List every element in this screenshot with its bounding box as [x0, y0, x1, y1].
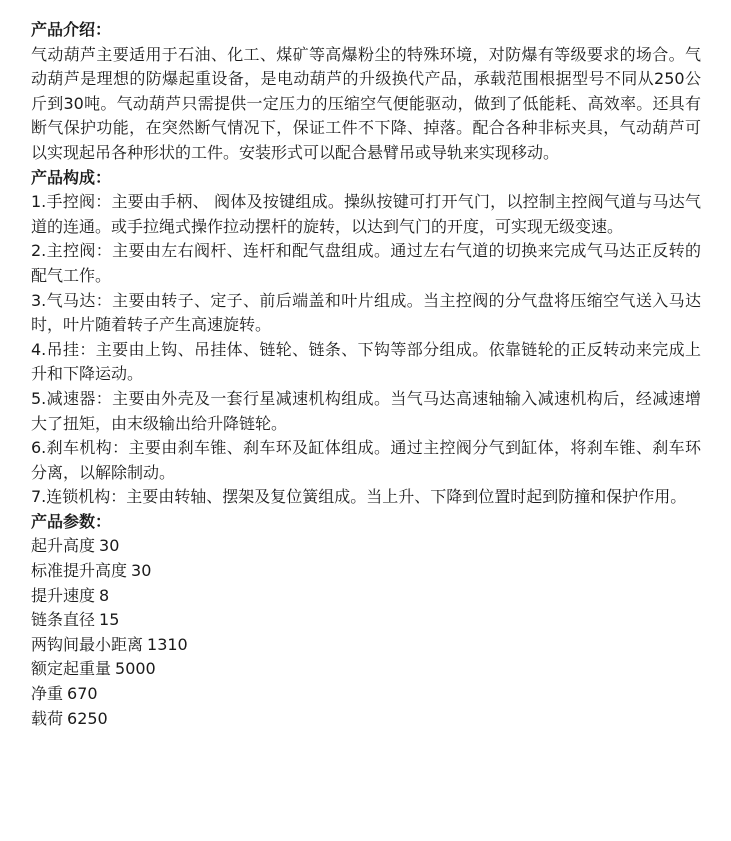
composition-item-main-valve: 2.主控阀：主要由左右阀杆、连杆和配气盘组成。通过左右气道的切换来完成气马达正反转的配气工作。 [31, 241, 701, 285]
param-label: 链条直径 [31, 610, 96, 630]
param-value: 5000 [115, 659, 156, 679]
params-heading: 产品参数： [31, 511, 112, 531]
param-label: 载荷 [31, 708, 64, 728]
param-row [31, 534, 701, 559]
param-row [31, 682, 701, 707]
composition-item-air-motor: 3.气马达：主要由转子、定子、前后端盖和叶片组成。当主控阀的分气盘将压缩空气送入马达时，叶片随着转子产生高速旋转。 [31, 290, 701, 335]
param-label: 提升速度 [31, 585, 96, 605]
composition-item-brake: 6.刹车机构：主要由刹车锥、刹车环及缸体组成。通过主控阀分气到缸体，将刹车锥、刹车环分离，以解除制动。 [31, 438, 701, 482]
param-value: 15 [99, 610, 120, 630]
intro-paragraph: 气动葫芦主要适用于石油、化工、煤矿等高爆粉尘的特殊环境，对防爆有等级要求的场合。气动葫芦是理想的防爆起重设备，是电动葫芦的升级换代产品，承载范围根据型号不同从250公斤到30吨。气动葫芦只需提供一定压力的压缩空气便能驱动，做到了低能耗、高效率。还具有断气保护功能，在突然断气情况下，保证工件不下降、掉落。配合各种非标夹具，气动葫芦可以实现起吊各种形状的工件。安装形式可以配合悬臂吊或导轨来实现移动。 [31, 44, 701, 162]
param-value: 6250 [67, 708, 108, 728]
param-label: 净重 [31, 684, 64, 704]
param-row [31, 608, 701, 633]
composition-item-suspension: 4.吊挂：主要由上钩、吊挂体、链轮、链条、下钩等部分组成。依靠链轮的正反转动来完成上升和下降运动。 [31, 339, 701, 384]
param-value: 30 [99, 536, 120, 556]
param-label: 两钩间最小距离 [31, 634, 144, 654]
param-row [31, 657, 701, 682]
param-label: 额定起重量 [31, 659, 112, 679]
composition-heading: 产品构成： [31, 167, 112, 187]
param-value: 30 [131, 561, 152, 581]
param-row [31, 559, 701, 584]
composition-item-interlock: 7.连锁机构：主要由转轴、摆架及复位簧组成。当上升、下降到位置时起到防撞和保护作用。 [31, 487, 687, 507]
composition-item-reducer: 5.减速器：主要由外壳及一套行星减速机构组成。当气马达高速轴输入减速机构后，经减速增大了扭矩，由末级输出给升降链轮。 [31, 388, 701, 433]
param-row [31, 584, 701, 609]
param-value: 670 [67, 684, 98, 704]
composition-item-hand-valve: 1.手控阀：主要由手柄、 阀体及按键组成。操纵按键可打开气门，以控制主控阀气道与马达气道的连通。或手拉绳式操作拉动摆杆的旋转，以达到气门的开度，可实现无级变速。 [31, 192, 701, 236]
param-value: 8 [99, 585, 110, 605]
intro-heading: 产品介绍： [31, 20, 112, 39]
product-description [31, 18, 701, 731]
param-label: 起升高度 [31, 536, 96, 556]
param-label: 标准提升高度 [31, 561, 128, 581]
param-value: 1310 [147, 634, 188, 654]
param-row [31, 707, 701, 732]
param-row [31, 633, 701, 658]
